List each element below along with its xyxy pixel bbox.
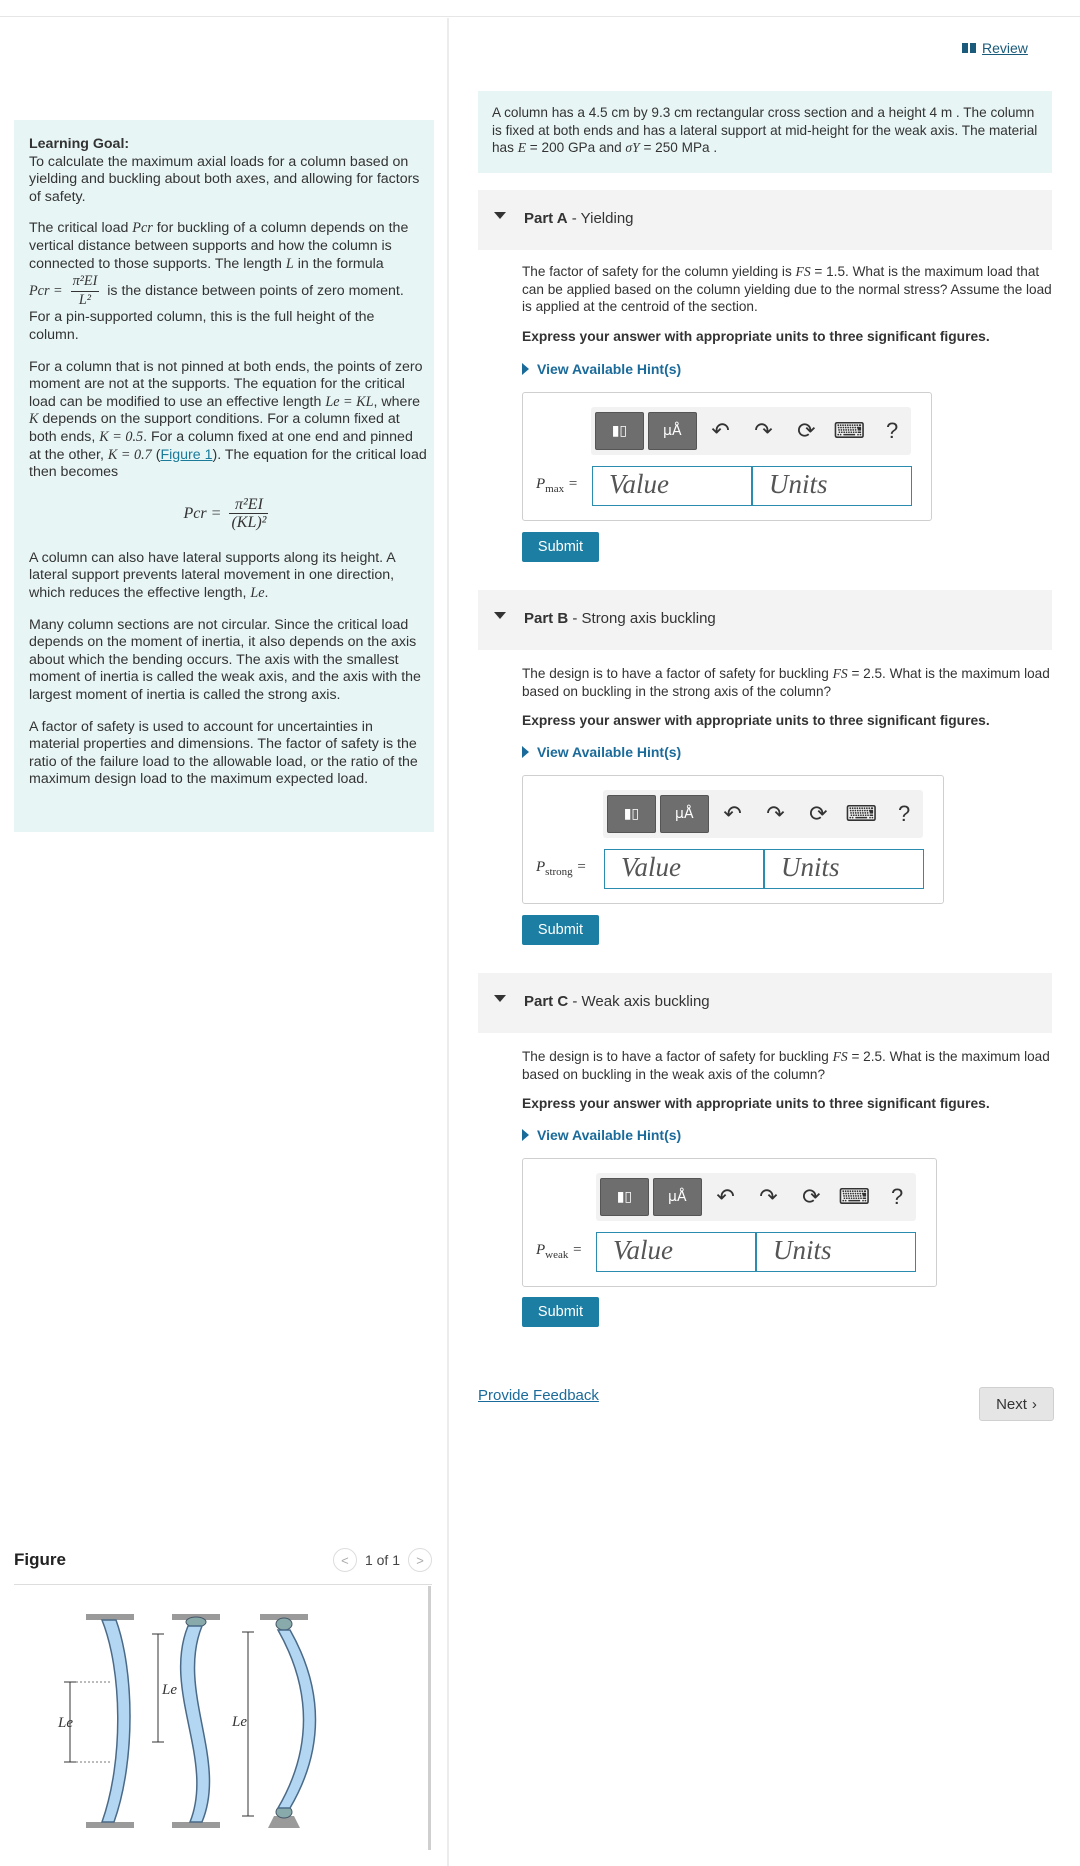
part-b-submit-button[interactable]: Submit — [522, 915, 599, 945]
top-rule — [0, 16, 1080, 17]
p-max-label: $P_{max}$ = — [536, 476, 578, 495]
provide-feedback-link[interactable]: Provide Feedback — [478, 1387, 599, 1404]
reset-icon[interactable]: ⟳ — [809, 801, 828, 826]
goal-paragraph-5: A factor of safety is used to account for uncertainties in material properties and dimensions. The factor of safety is the ratio of the failure load to the allowable load, or the ratio of the maximum design load to the maximum expected load. — [29, 718, 418, 788]
problem-statement: A column has a 4.5 cm by 9.3 cm rectangular cross section and a height 4 m . The column is fixed at both ends and has a lateral support at mid-height for the weak axis. The material has E = 200 GPa and σY = 250 MPa . — [478, 91, 1052, 173]
help-icon[interactable]: ? — [890, 1184, 904, 1209]
figure-page-count: 1 of 1 — [364, 1552, 400, 1568]
next-button[interactable]: Next › — [979, 1387, 1054, 1421]
review-link[interactable]: Review — [962, 40, 1028, 56]
learning-goal-text: To calculate the maximum axial loads for a column based on yielding and buckling about both axes, and allowing for factors of safety. — [29, 153, 420, 205]
part-b-header[interactable]: Part B - Strong axis buckling — [478, 590, 1052, 650]
prev-figure-button[interactable]: < — [333, 1548, 357, 1572]
units-button[interactable]: μÅ — [648, 412, 697, 450]
templates-button[interactable]: ▮▯ — [595, 412, 644, 450]
part-c-answer-box — [522, 1158, 937, 1287]
goal-paragraph-2: For a column that is not pinned at both ends, the points of zero moment are not at the supports. The equation for the critical load can be modified to use an effective length Le = KL, where K depends on the support conditions. For a column fixed at both ends, K = 0.5. For a column fixed at one end and pinned at the other, K = 0.7 (Figure 1). The equation for the critical load then becomes — [29, 358, 427, 481]
column-fixed-pinned — [152, 1614, 220, 1828]
expand-icon — [522, 1129, 529, 1141]
units-input[interactable]: Units — [764, 849, 924, 889]
part-b-hint-link[interactable]: View Available Hint(s) — [522, 744, 681, 760]
formula-pcr-effective: Pcr = $\frac{\text{π²EI}}{\text{(KL)²}}$ — [183, 495, 267, 532]
next-figure-button[interactable]: > — [408, 1548, 432, 1572]
undo-icon[interactable]: ↶ — [711, 418, 730, 443]
figure-scrollbar[interactable] — [428, 1586, 431, 1850]
figure-header — [14, 1540, 434, 1580]
figure-pager — [333, 1548, 432, 1572]
column-support-figure — [50, 1610, 370, 1840]
expand-icon — [522, 363, 529, 375]
templates-button[interactable]: ▮▯ — [607, 795, 656, 833]
redo-icon[interactable]: ↷ — [766, 801, 785, 826]
math-toolbar — [591, 407, 911, 455]
part-c-header[interactable]: Part C - Weak axis buckling — [478, 973, 1052, 1033]
part-c-hint-link[interactable]: View Available Hint(s) — [522, 1127, 681, 1143]
part-a-question: The factor of safety for the column yielding is FS = 1.5. What is the maximum load that can be applied based on the column yielding due to the normal stress? Assume the load is applied at the centroid of the section. Express your answer with appropriate units to three significant figures. — [522, 264, 1052, 344]
collapse-icon — [494, 212, 506, 219]
part-a-submit-button[interactable]: Submit — [522, 532, 599, 562]
reset-icon[interactable]: ⟳ — [802, 1184, 821, 1209]
undo-icon[interactable]: ↶ — [723, 801, 742, 826]
part-c-question: The design is to have a factor of safety for buckling FS = 2.5. What is the maximum load based on buckling in the weak axis of the column? Express your answer with appropriate units to three significant figures. — [522, 1048, 1052, 1113]
chevron-right-icon: › — [1031, 1395, 1037, 1413]
goal-paragraph-3: A column can also have lateral supports along its height. A lateral support prevents lateral movement in one direction, which reduces the effective length, Le. — [29, 549, 395, 602]
le-label-3: Le — [232, 1714, 247, 1730]
figure-1-link[interactable]: Figure 1 — [160, 446, 213, 463]
column-pinned-pinned — [231, 1614, 316, 1828]
value-input[interactable]: Value — [604, 849, 764, 889]
part-c-submit-button[interactable]: Submit — [522, 1297, 599, 1327]
math-toolbar — [603, 790, 923, 838]
part-a-hint-link[interactable]: View Available Hint(s) — [522, 361, 681, 377]
formula-pcr: $\frac{\text{π²EI}}{\text{L²}}$ — [72, 273, 98, 308]
redo-icon[interactable]: ↷ — [759, 1184, 778, 1209]
le-label-2: Le — [162, 1682, 177, 1698]
p-strong-label: $P_{strong}$ = — [536, 859, 587, 878]
expand-icon — [522, 746, 529, 758]
part-b-question: The design is to have a factor of safety for buckling FS = 2.5. What is the maximum load based on buckling in the strong axis of the column? Express your answer with appropriate units to three significant figures. — [522, 665, 1052, 730]
part-a-header[interactable]: Part A - Yielding — [478, 190, 1052, 250]
part-a-answer-box — [522, 392, 932, 521]
le-label-1: Le — [58, 1715, 73, 1731]
express-instruction: Express your answer with appropriate units to three significant figures. — [522, 1096, 990, 1111]
help-icon[interactable]: ? — [885, 418, 899, 443]
learning-goal-panel — [14, 120, 434, 832]
help-icon[interactable]: ? — [897, 801, 911, 826]
redo-icon[interactable]: ↷ — [754, 418, 773, 443]
figure-title: Figure — [14, 1550, 66, 1569]
figure-rule — [14, 1584, 432, 1585]
part-b-answer-box — [522, 775, 944, 904]
units-button[interactable]: μÅ — [660, 795, 709, 833]
express-instruction: Express your answer with appropriate units to three significant figures. — [522, 713, 990, 728]
goal-paragraph-4: Many column sections are not circular. Since the critical load depends on the moment of inertia, it also depends on the axis about which the bending occurs. The axis with the smallest moment of inertia is called the weak axis, and the axis with the largest moment of inertia is called the strong axis. — [29, 616, 421, 704]
keyboard-icon[interactable]: ⌨ — [845, 801, 878, 826]
math-toolbar — [596, 1173, 916, 1221]
undo-icon[interactable]: ↶ — [716, 1184, 735, 1209]
column-divider — [447, 18, 449, 1866]
keyboard-icon[interactable]: ⌨ — [833, 418, 866, 443]
collapse-icon — [494, 612, 506, 619]
learning-goal-title: Learning Goal: — [29, 136, 130, 152]
express-instruction: Express your answer with appropriate units to three significant figures. — [522, 328, 990, 344]
keyboard-icon[interactable]: ⌨ — [838, 1184, 871, 1209]
value-input[interactable]: Value — [592, 466, 752, 506]
collapse-icon — [494, 995, 506, 1002]
value-input[interactable]: Value — [596, 1232, 756, 1272]
units-input[interactable]: Units — [752, 466, 912, 506]
book-icon — [962, 42, 976, 54]
column-fixed-fixed — [57, 1614, 134, 1828]
goal-paragraph-1: The critical load Pcr for buckling of a column depends on the vertical distance between supports and how the column is connected to those supports. The length L in the formula Pcr = $\frac{\text{π²EI}}{\text{L²}}$ is the distance between points of zero moment. For a pin-supported column, this is the full height of the column. — [29, 220, 409, 343]
units-button[interactable]: μÅ — [653, 1178, 702, 1216]
p-weak-label: $P_{weak}$ = — [536, 1242, 583, 1261]
templates-button[interactable]: ▮▯ — [600, 1178, 649, 1216]
units-input[interactable]: Units — [756, 1232, 916, 1272]
reset-icon[interactable]: ⟳ — [797, 418, 816, 443]
